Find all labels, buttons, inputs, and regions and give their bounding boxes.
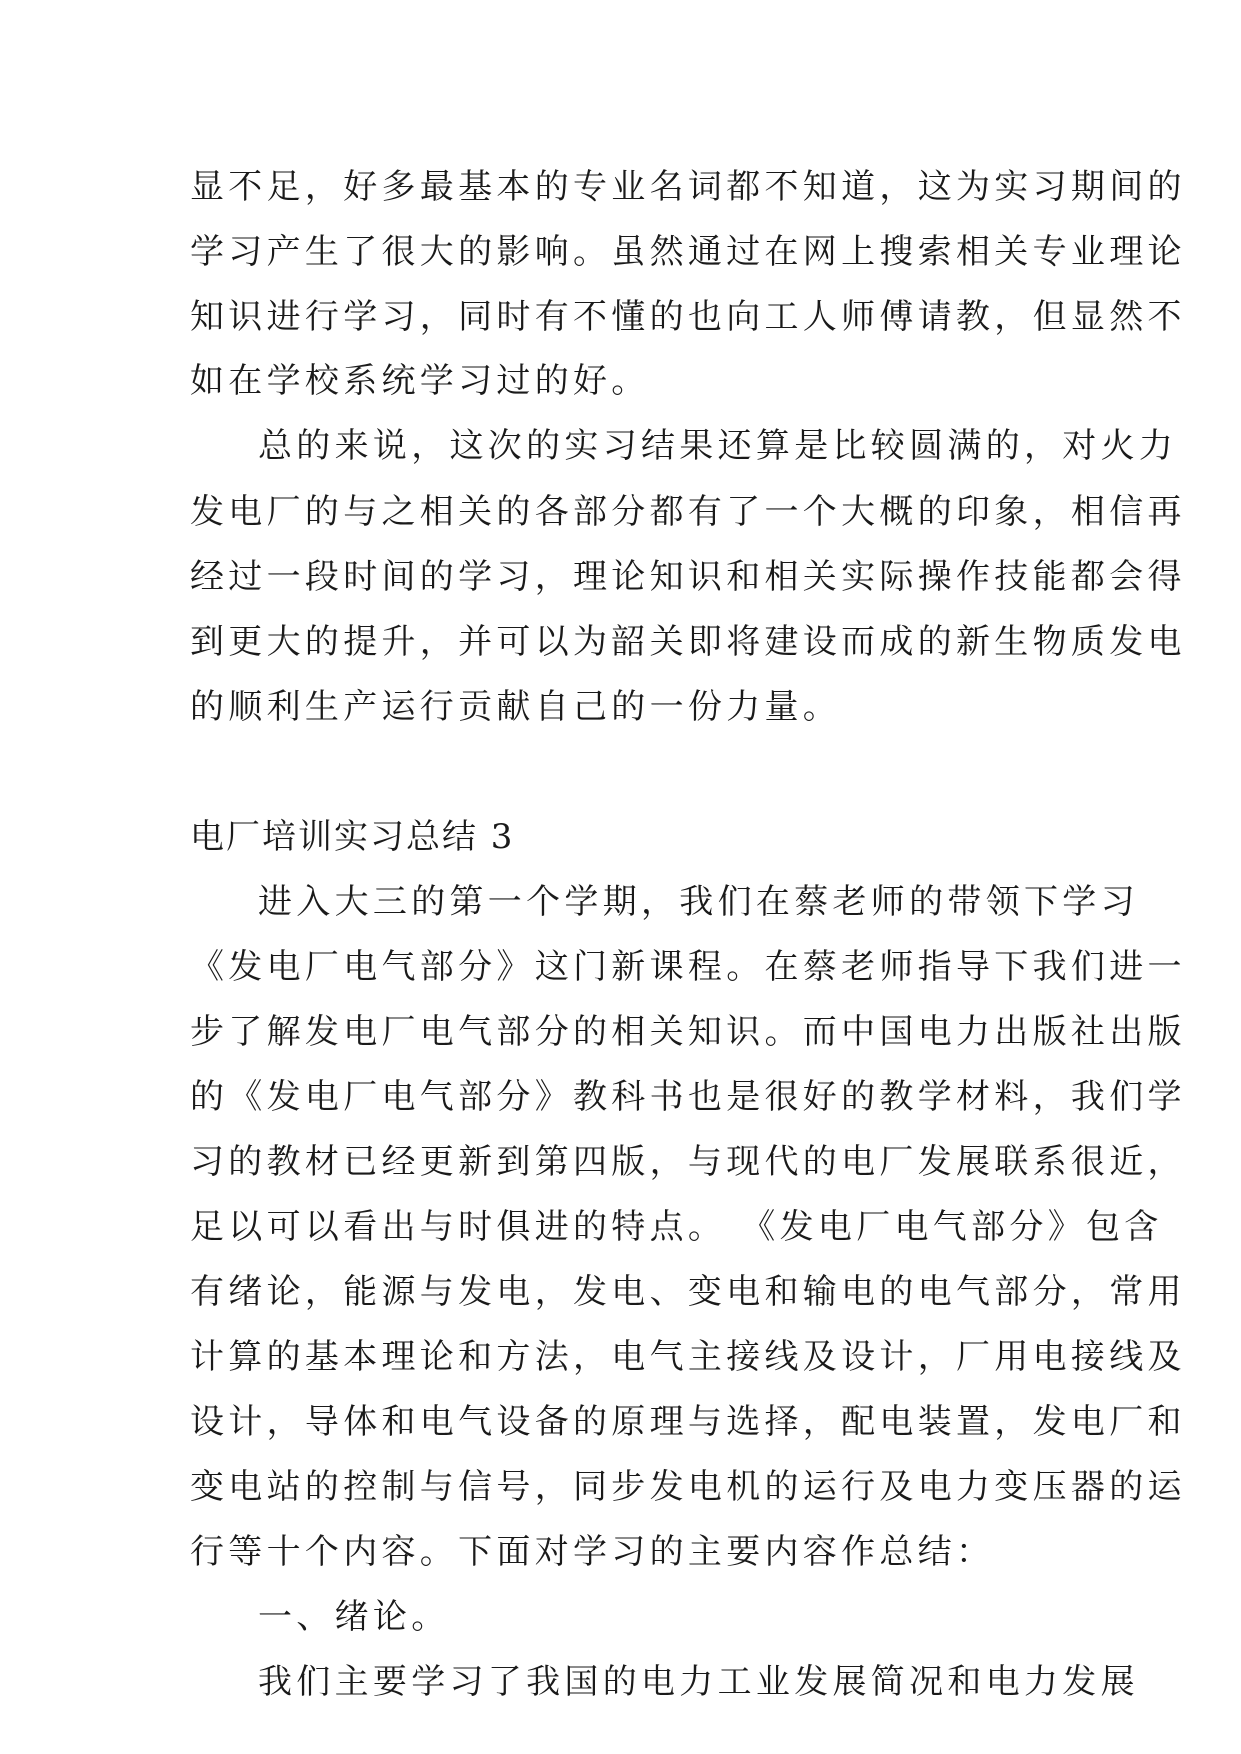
text-line: 设计，导体和电气设备的原理与选择，配电装置，发电厂和 <box>190 1402 1186 1442</box>
text-line: 习的教材已经更新到第四版，与现代的电厂发展联系很近， <box>190 1142 1186 1182</box>
text-line: 如在学校系统学习过的好。 <box>190 361 650 401</box>
text-line: 变电站的控制与信号，同步发电机的运行及电力变压器的运 <box>190 1467 1186 1507</box>
text-line: 到更大的提升，并可以为韶关即将建设而成的新生物质发电 <box>190 622 1186 662</box>
text-line: 足以可以看出与时俱进的特点。 《发电厂电气部分》包含 <box>190 1207 1163 1247</box>
text-line: 的顺利生产运行贡献自己的一份力量。 <box>190 687 842 727</box>
text-line: 我们主要学习了我国的电力工业发展简况和电力发展 <box>258 1662 1139 1702</box>
text-line: 的《发电厂电气部分》教科书也是很好的教学材料，我们学 <box>190 1077 1186 1117</box>
text-line: 经过一段时间的学习，理论知识和相关实际操作技能都会得 <box>190 557 1186 597</box>
text-line: 计算的基本理论和方法，电气主接线及设计，厂用电接线及 <box>190 1337 1186 1377</box>
text-line: 步了解发电厂电气部分的相关知识。而中国电力出版社出版 <box>190 1012 1186 1052</box>
text-line: 有绪论，能源与发电，发电、变电和输电的电气部分，常用 <box>190 1272 1186 1312</box>
text-line: 《发电厂电气部分》这门新课程。在蔡老师指导下我们进一 <box>190 947 1186 987</box>
text-line: 行等十个内容。下面对学习的主要内容作总结： <box>190 1532 995 1572</box>
text-line: 发电厂的与之相关的各部分都有了一个大概的印象，相信再 <box>190 492 1186 532</box>
text-line: 进入大三的第一个学期，我们在蔡老师的带领下学习 <box>258 882 1139 922</box>
text-line: 知识进行学习，同时有不懂的也向工人师傅请教，但显然不 <box>190 297 1186 337</box>
text-line: 总的来说，这次的实习结果还算是比较圆满的，对火力 <box>258 426 1178 466</box>
text-line: 一、绪论。 <box>258 1597 450 1637</box>
text-line: 学习产生了很大的影响。虽然通过在网上搜索相关专业理论 <box>190 232 1186 272</box>
text-line: 显不足，好多最基本的专业名词都不知道，这为实习期间的 <box>190 167 1186 207</box>
section-heading: 电厂培训实习总结 3 <box>190 817 515 857</box>
